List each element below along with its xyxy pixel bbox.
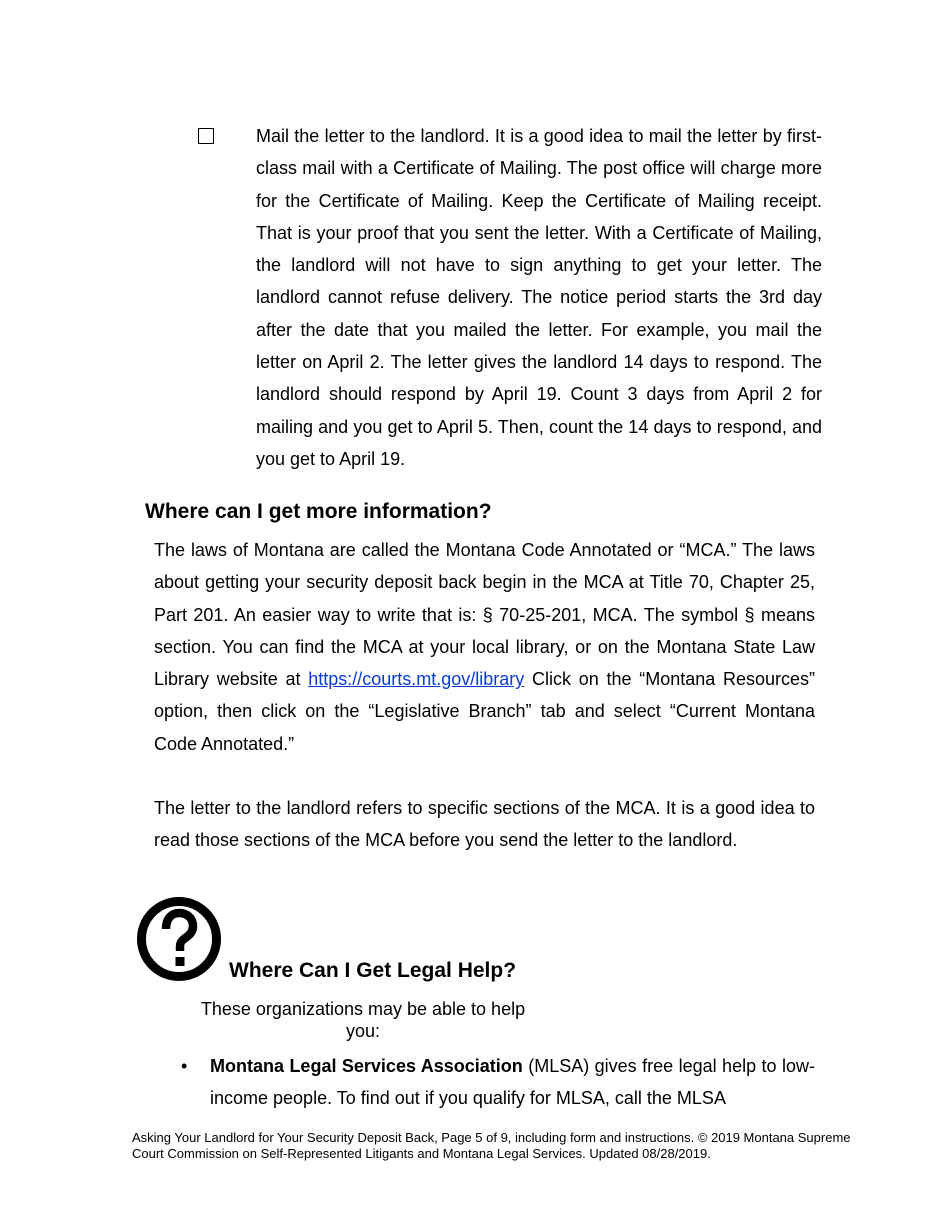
info-paragraph-2: The letter to the landlord refers to specific sections of the MCA. It is a good idea to read those sections of the MCA before you send the letter to the landlord.: [154, 798, 815, 851]
info-text-after-link: Click on the “Montana Resources” option, then click on the “Legislative Branch” tab and select “Current Montana Code Annotated.”: [154, 669, 815, 754]
info-text-before-link: The laws of Montana are called the Montana Code Annotated or “MCA.” The laws about getting your security deposit back begin in the MCA at Title 70, Chapter 25, Part 201. An easier way to write that is: § 70-25-201, MCA. The symbol § means section. You can find the MCA at your local library, or on the Montana State Law Library website at: [154, 540, 815, 690]
law-library-link[interactable]: https://courts.mt.gov/library: [308, 669, 525, 690]
mlsa-org-name: Montana Legal Services Association: [210, 1056, 523, 1076]
mail-step-text: Mail the letter to the landlord. It is a good idea to mail the letter by first-class mail with a Certificate of Mailing. The post office will charge more for the Certificate of Mailing. Keep the Certificate of Mailing receipt. That is your proof that you sent the letter. With a Certificate of Mailing, the landlord will not have to sign anything to get your letter. The landlord cannot refuse delivery. The notice period starts the 3rd day after the date that you mailed the letter. For example, you mail the letter on April 2. The letter gives the landlord 14 days to respond. The landlord should respond by April 19. Count 3 days from April 2 for mailing and you get to April 5. Then, count the 14 days to respond, and you get to April 19.: [256, 126, 822, 469]
mlsa-list-item: [210, 1050, 815, 1115]
mail-step-checkbox[interactable]: [198, 128, 214, 144]
legal-help-intro: These organizations may be able to help you:: [200, 999, 526, 1041]
bullet-marker: •: [181, 1056, 188, 1076]
page-footer: Asking Your Landlord for Your Security Deposit Back, Page 5 of 9, including form and instructions. © 2019 Montana Supreme Court Commission on Self-Represented Litigants and Montana Legal Services. Updated 08/28/2019.: [132, 1130, 851, 1161]
legal-help-heading: Where Can I Get Legal Help?: [229, 959, 517, 982]
question-circle-icon: [136, 896, 222, 982]
mlsa-description: (MLSA) gives free legal help to low-income people. To find out if you qualify for MLSA, call the MLSA: [210, 1056, 815, 1109]
info-heading: Where can I get more information?: [145, 500, 492, 523]
info-paragraph-1: [154, 534, 815, 760]
